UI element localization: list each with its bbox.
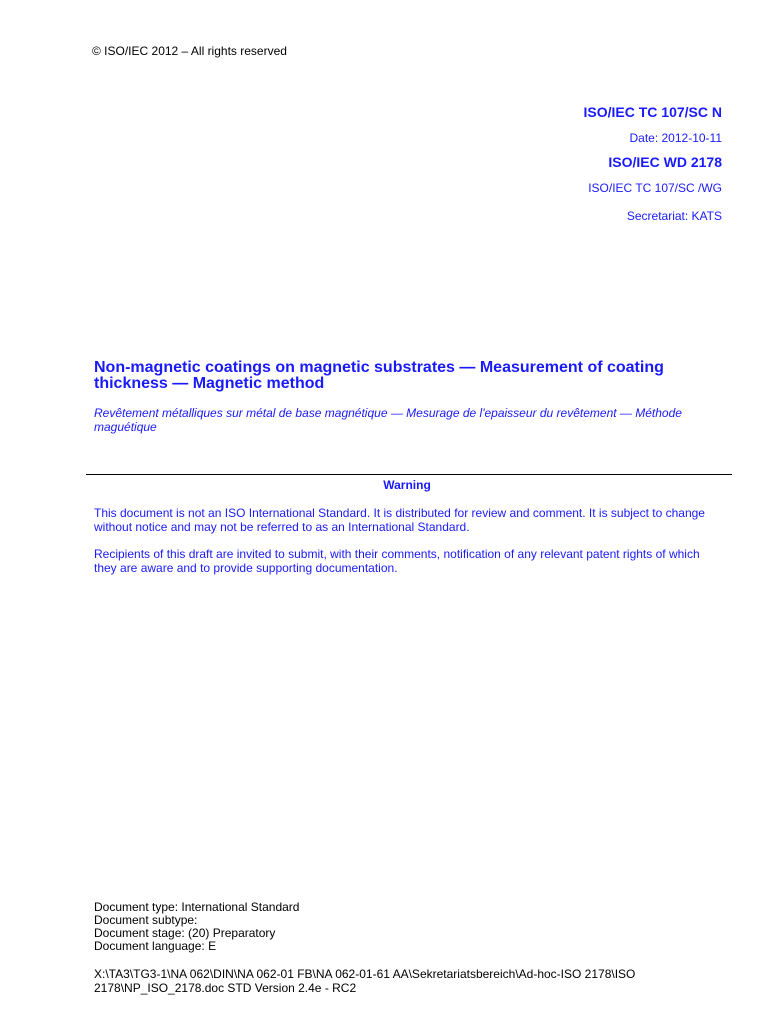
document-language: Document language: E bbox=[94, 939, 217, 953]
warning-paragraph-1: This document is not an ISO International Standard. It is distributed for review and comment. It is subject to change without notice and may not be referred to as an International Standard. bbox=[94, 506, 705, 534]
copyright-notice: © ISO/IEC 2012 – All rights reserved bbox=[92, 44, 287, 58]
secretariat: Secretariat: KATS bbox=[626, 209, 722, 223]
file-path: X:\TA3\TG3-1\NA 062\DIN\NA 062-01 FB\NA 062-01-61 AA\Sekretariatsbereich\Ad-hoc-ISO 2178\ISO 2178\NP_ISO_2178.doc STD Version 2.4e - RC2 bbox=[94, 967, 636, 995]
working-group: ISO/IEC TC 107/SC /WG bbox=[588, 181, 722, 195]
document-type: Document type: International Standard bbox=[94, 900, 300, 914]
warning-paragraph-2: Recipients of this draft are invited to submit, with their comments, notification of any relevant patent rights of which they are aware and to provide supporting documentation. bbox=[94, 547, 700, 575]
warning-divider bbox=[86, 474, 732, 475]
warning-box bbox=[94, 478, 720, 588]
reference-block bbox=[322, 104, 722, 223]
committee-reference: ISO/IEC TC 107/SC N bbox=[583, 104, 722, 120]
document-subtype: Document subtype: bbox=[94, 913, 198, 927]
english-title: Non-magnetic coatings on magnetic substrates — Measurement of coating thickness — Magnetic method bbox=[94, 359, 664, 392]
document-metadata bbox=[94, 901, 299, 953]
warning-heading: Warning bbox=[383, 478, 431, 492]
document-number: ISO/IEC WD 2178 bbox=[608, 154, 722, 170]
french-title: Revêtement métalliques sur métal de base magnétique — Mesurage de l'epaisseur du revêtement — Méthode maguétique bbox=[94, 406, 682, 434]
document-stage: Document stage: (20) Preparatory bbox=[94, 926, 276, 940]
document-date: Date: 2012-10-11 bbox=[629, 131, 722, 145]
